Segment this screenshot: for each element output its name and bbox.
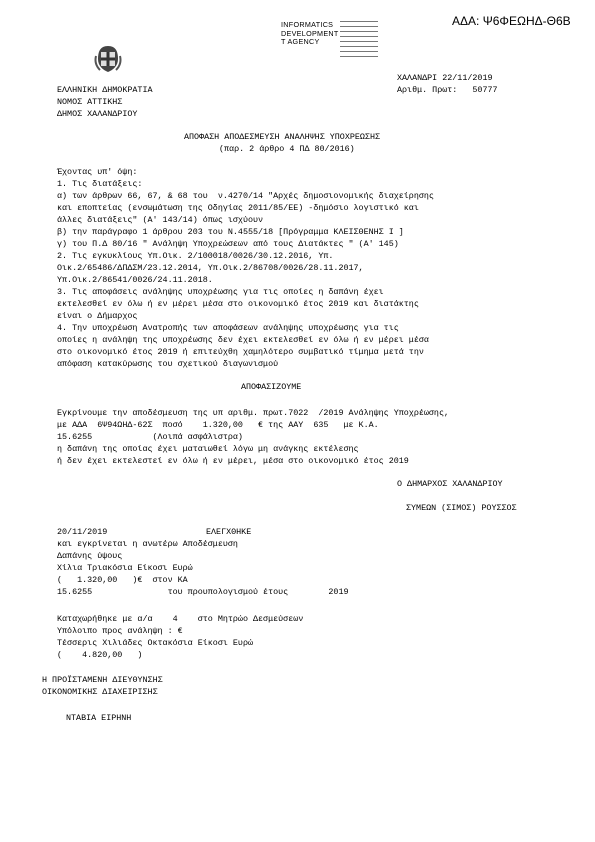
decision-line: με ΑΔΑ 6Ψ94ΩΗΔ-62Σ ποσό 1.320,00 € της ΑΑΥ 635 με Κ.Α. [57,420,379,430]
body-line: 2. Τις εγκυκλίους Υπ.Οικ. 2/100018/0026/30.12.2016, Υπ. [57,251,334,261]
org-line-3: ΔΗΜΟΣ ΧΑΛΑΝΔΡΙΟΥ [57,109,138,119]
body-line: Υπ.Οικ.2/86541/0026/24.11.2018. [57,275,213,285]
registry-line: Υπόλοιπο προς ανάληψη : € [57,626,183,636]
title-line-1: ΑΠΟΦΑΣΗ ΑΠΟΔΕΣΜΕΥΣΗ ΑΝΑΛΗΨΗΣ ΥΠΟΧΡΕΩΣΗΣ [184,132,381,142]
org-line-2: ΝΟΜΟΣ ΑΤΤΙΚΗΣ [57,97,123,107]
footer-line-1: Η ΠΡΟΪΣΤΑΜΕΝΗ ΔΙΕΥΘΥΝΣΗΣ [42,675,163,685]
idika-logo: INFORMATICS DEVELOPMENT T AGENCY [281,20,339,47]
registry-line: Τέσσερις Χιλιάδες Οκτακόσια Είκοσι Ευρώ [57,638,254,648]
body-line: οποίες η ανάληψη της υποχρέωσης δεν έχει εκτελεσθεί εν όλω ή εν μέρει μέσα [57,335,429,345]
control-line: Χίλια Τριακόσια Είκοσι Ευρώ [57,563,193,573]
body-line: και εποπτείας (ενσωμάτωση της Οδηγίας 2011/85/ΕΕ) -δημόσιο λογιστικό και [57,203,419,213]
body-line: γ) του Π.Δ 80/16 " Ανάληψη Υποχρεώσεων από τους Διατάκτες " (Α' 145) [57,239,399,249]
body-line: 1. Τις διατάξεις: [57,179,143,189]
control-line: Δαπάνης ύψους [57,551,123,561]
decision-line: 15.6255 (Λοιπά ασφάλιστρα) [57,432,243,442]
decision-line: ή δεν έχει εκτελεστεί εν όλω ή εν μέρει, μέσα στο οικονομικό έτος 2019 [57,456,409,466]
signatory-role: Ο ΔΗΜΑΡΧΟΣ ΧΑΛΑΝΔΡΙΟΥ [397,479,503,489]
decision-line: Εγκρίνουμε την αποδέσμευση της υπ αριθμ. πρωτ.7022 /2019 Ανάληψης Υποχρέωσης, [57,408,450,418]
footer-name: ΝΤΑΒΙΑ ΕΙΡΗΝΗ [66,713,132,723]
date-line: ΧΑΛΑΝΔΡΙ 22/11/2019 [397,73,493,83]
org-line-1: ΕΛΛΗΝΙΚΗ ΔΗΜΟΚΡΑΤΙΑ [57,85,153,95]
control-heading: ΕΛΕΓΧΘΗΚΕ [206,527,252,537]
footer-line-2: ΟΙΚΟΝΟΜΙΚΗΣ ΔΙΑΧΕΙΡΙΣΗΣ [42,687,158,697]
body-line: 3. Τις αποφάσεις ανάληψης υποχρέωσης για τις οποίες η δαπάνη έχει [57,287,384,297]
body-line: Οικ.2/65486/ΔΠΔΣΜ/23.12.2014, Υπ.Οικ.2/86708/0026/28.11.2017, [57,263,364,273]
body-line: στο οικονομικό έτος 2019 ή επιτεύχθη χαμηλότερο συμβατικό τίμημα μετά την [57,347,424,357]
decision-line: η δαπάνη της οποίας έχει ματαιωθεί λόγω μη ανάγκης εκτέλεσης [57,444,359,454]
body-line: άλλες διατάξεις" (Α' 143/14) όπως ισχύουν [57,215,264,225]
body-line: Έχοντας υπ' όψη: [57,167,138,177]
title-line-2: (παρ. 2 άρθρο 4 ΠΔ 80/2016) [219,144,355,154]
protocol-line: Αριθμ. Πρωτ: 50777 [397,85,498,95]
body-line: α) των άρθρων 66, 67, & 68 του ν.4270/14 "Αρχές δημοσιονομικής διαχείρησης [57,191,434,201]
decision-heading: ΑΠΟΦΑΣΙΖΟΥΜΕ [241,382,302,392]
idika-logo-lines [340,21,400,61]
signatory-name: ΣΥΜΕΩΝ (ΣΙΜΟΣ) ΡΟΥΣΣΟΣ [406,503,517,513]
control-line: ( 1.320,00 )€ στον ΚΑ [57,575,188,585]
control-date: 20/11/2019 [57,527,108,537]
body-line: 4. Την υποχρέωση Ανατροπής των αποφάσεων ανάληψης υποχρέωσης για τις [57,323,399,333]
control-line: και εγκρίνεται η ανωτέρω Αποδέσμευση [57,539,238,549]
body-line: είναι ο Δήμαρχος [57,311,138,321]
registry-line: ( 4.820,00 ) [57,650,143,660]
registry-line: Καταχωρήθηκε με α/α 4 στο Μητρώο Δεσμεύσεων [57,614,304,624]
body-line: β) την παράγραφο 1 άρθρου 203 του Ν.4555/18 [Πρόγραμμα ΚΛΕΙΣΘΕΝΗΣ Ι ] [57,227,404,237]
body-line: απόφαση κατακύρωσης του σχετικού διαγωνισμού [57,359,279,369]
control-line: 15.6255 του προυπολογισμού έτους 2019 [57,587,349,597]
body-line: εκτελεσθεί εν όλω ή εν μέρει μέσα στο οικονομικό έτος 2019 και διατάκτης [57,299,419,309]
greek-emblem-icon [91,40,125,74]
ada-code: ΑΔΑ: Ψ6ΦΕΩΗΔ-Θ6Β [452,14,571,28]
